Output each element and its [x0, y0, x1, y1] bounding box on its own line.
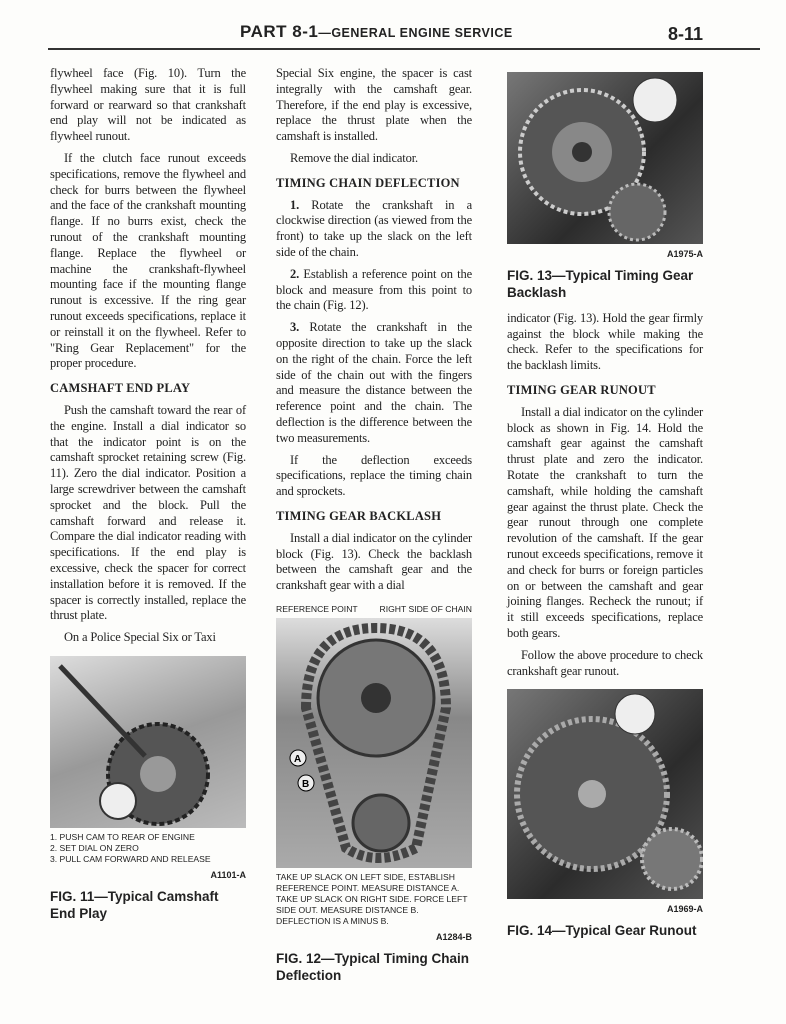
- figure-title: FIG. 12—Typical Timing Chain Deflection: [276, 950, 470, 983]
- paragraph: Establish a reference point on the block and measure from this point to the chain (Fig. 12).: [276, 266, 472, 313]
- column-3: [507, 62, 703, 969]
- page-header: [240, 22, 513, 42]
- fig14-photo: [507, 689, 703, 899]
- fig12-labels: [276, 604, 472, 615]
- column-1: [50, 66, 246, 952]
- step-number: 3.: [290, 320, 300, 335]
- fig11-steps: [50, 832, 246, 865]
- section-title: —GENERAL ENGINE SERVICE: [318, 26, 513, 40]
- paragraph: Install a dial indicator on the cylinder block as shown in Fig. 14. Hold the camshaft gear against the camshaft thrust plate and zero the indicator. Rotate the crankshaft to turn the camshaft, while holding the camshaft gear against the thrust plate. Check the gear runout through one complete revolution of the camshaft. If the gear runout exceeds specifications, remove it and check for burrs or foreign particles on or between the camshaft and gear joining flanges. Recheck the runout; if it still exceeds specifications, replace both gears.: [507, 404, 703, 640]
- paragraph: Push the camshaft toward the rear of the engine. Install a dial indicator so that the indicator point is on the camshaft sprocket retaining screw (Fig. 11). Zero the dial indicator. Position a large screwdriver between the camshaft sprocket and the block. Pull the camshaft forward and release it. Compare the dial indicator reading with specifications. If the end play is excessive, check the spacer for correct installation before it is removed. If the spacer is correctly installed, replace the thrust plate.: [50, 402, 246, 623]
- figure-code: A1975-A: [666, 249, 703, 259]
- paragraph: Install a dial indicator on the cylinder block (Fig. 13). Check the backlash between the camshaft gear and the crankshaft gear with a dial: [276, 530, 472, 593]
- figure-code: A1284-B: [435, 931, 472, 942]
- column-2: [276, 66, 472, 1014]
- section-heading: CAMSHAFT END PLAY: [50, 381, 191, 396]
- gear-runout-illustration: [507, 689, 703, 899]
- step-number: 1.: [290, 197, 300, 212]
- header-rule: [48, 48, 760, 50]
- figure-title: FIG. 14—Typical Gear Runout: [507, 923, 697, 939]
- paragraph: If the deflection exceeds specifications, replace the timing chain and sprockets.: [276, 452, 472, 499]
- timing-gear-illustration: [507, 72, 703, 244]
- figure-code: A1969-A: [666, 904, 703, 915]
- paragraph: Rotate the crankshaft in the opposite direction to take up the slack on the right of the chain. Force the left side of the chain out with the fingers and measure the distance between the reference point and the chain. The deflection is the difference between the two measurements.: [276, 320, 472, 445]
- paragraph: Remove the dial indicator.: [290, 150, 419, 165]
- section-heading: TIMING GEAR RUNOUT: [507, 382, 656, 397]
- paragraph: Rotate the crankshaft in a clockwise direction (as viewed from the front) to take up the slack on the left side of the chain.: [276, 197, 472, 259]
- paragraph: indicator (Fig. 13). Hold the gear firmly against the block while making the check. Refer to the specifications for the backlash limits.: [507, 310, 703, 373]
- fig11-photo: [50, 656, 246, 828]
- timing-chain-illustration: [276, 618, 472, 868]
- label-reference-point: REFERENCE POINT: [276, 603, 358, 614]
- figure-code: A1101-A: [210, 869, 246, 880]
- label-right-side: RIGHT SIDE OF CHAIN: [379, 603, 472, 614]
- section-heading: TIMING CHAIN DEFLECTION: [276, 175, 460, 190]
- paragraph: Special Six engine, the spacer is cast integrally with the camshaft gear. Therefore, if the end play is excessive, replace the thrust plate when the camshaft is installed.: [276, 66, 472, 144]
- camshaft-illustration: [50, 656, 246, 828]
- paragraph: Follow the above procedure to check crankshaft gear runout.: [507, 647, 703, 678]
- paragraph: If the clutch face runout exceeds specifications, remove the flywheel and check for burrs between the flywheel and the face of the crankshaft mounting flange. If no burrs exist, check the runout of the crankshaft mounting flange. Replace the flywheel or machine the crankshaft-flywheel mounting face if the mounting flange runout is excessive. If the ring gear runout exceeds specifications, replace it or reinstall it on the flywheel. Refer to "Ring Gear Replacement" for the proper procedure.: [50, 150, 246, 371]
- fig12-photo: [276, 618, 472, 868]
- fig12-caption: TAKE UP SLACK ON LEFT SIDE, ESTABLISH REFERENCE POINT. MEASURE DISTANCE A. TAKE UP SLACK ON RIGHT SIDE. FORCE LEFT SIDE OUT. MEASURE DISTANCE B. DEFLECTION IS A MINUS B.: [276, 871, 468, 926]
- step: 1. PUSH CAM TO REAR OF ENGINE: [50, 831, 195, 842]
- marker-a: A: [294, 753, 302, 765]
- fig13-photo: [507, 72, 703, 244]
- figure-title: FIG. 13—Typical Timing Gear Backlash: [507, 267, 694, 300]
- marker-b: B: [302, 778, 310, 790]
- paragraph: flywheel face (Fig. 10). Turn the flywheel making sure that it is full forward or rearward so that crankshaft end play will not be indicated as flywheel runout.: [50, 66, 246, 144]
- step-number: 2.: [290, 266, 300, 281]
- step: 3. PULL CAM FORWARD AND RELEASE: [50, 853, 211, 864]
- figure-title: FIG. 11—Typical Camshaft End Play: [50, 888, 219, 921]
- part-label: PART 8-1: [240, 22, 319, 41]
- section-heading: TIMING GEAR BACKLASH: [276, 508, 442, 523]
- page-number: 8-11: [668, 24, 704, 44]
- step: 2. SET DIAL ON ZERO: [50, 842, 139, 853]
- paragraph: On a Police Special Six or Taxi: [64, 630, 216, 645]
